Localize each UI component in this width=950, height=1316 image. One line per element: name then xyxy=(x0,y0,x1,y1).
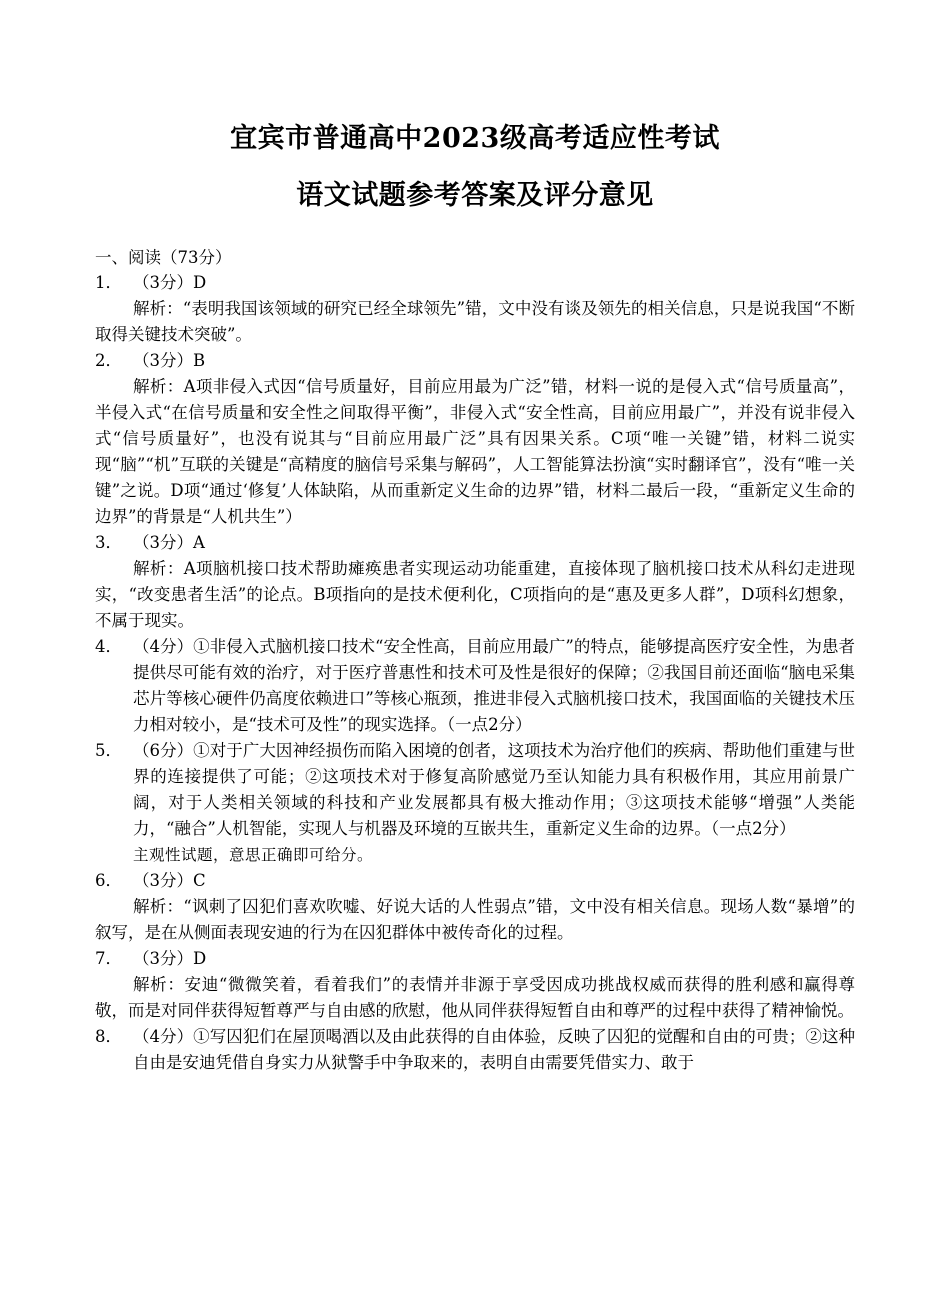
answer-item-3 xyxy=(95,530,855,556)
item-answer: （6分）①对于广大因神经损伤而陷入困境的创者，这项技术为治疗他们的疾病、帮助他们重建与世界的连接提供了可能；②这项技术对于修复高阶感觉乃至认知能力具有积极作用，其应用前景广阔，对于人类相关领域的科技和产业发展都具有极大推动作用；③这项技术能够“增强”人类能力，“融合”人机智能，实现人与机器及环境的互嵌共生，重新定义生命的边界。（一点2分） xyxy=(133,741,855,838)
document-subtitle: 语文试题参考答案及评分意见 xyxy=(296,180,654,211)
item-number: 5． xyxy=(95,741,122,760)
answer-list xyxy=(95,270,855,1076)
answer-item-8 xyxy=(95,1024,855,1076)
item-explanation: 解析：A项非侵入式因“信号质量好，目前应用最为广泛”错，材料一说的是侵入式“信号质量高”，半侵入式“在信号质量和安全性之间取得平衡”，非侵入式“安全性高，目前应用最广”，并没有说非侵入式“信号质量好”，也没有说其与“目前应用最广泛”具有因果关系。C项“唯一关键”错，材料二说实现“脑”“机”互联的关键是“高精度的脑信号采集与解码”，人工智能算法扮演“实时翻译官”，没有“唯一关键”之说。D项“通过‘修复’人体缺陷，从而重新定义生命的边界”错，材料二最后一段，“重新定义生命的边界”的背景是“人机共生”） xyxy=(95,377,855,526)
item-explanation: 解析：A项脑机接口技术帮助瘫痪患者实现运动功能重建，直接体现了脑机接口技术从科幻走进现实，“改变患者生活”的论点。B项指向的是技术便利化，C项指向的是“惠及更多人群”，D项科幻想象，不属于现实。 xyxy=(95,559,855,630)
answer-item-5 xyxy=(95,738,855,842)
item-number: 3． xyxy=(95,533,122,552)
item-answer: （3分）C xyxy=(133,871,206,890)
item-explanation: 解析：安迪“微微笑着，看着我们”的表情并非源于享受因成功挑战权威而获得的胜利感和赢得尊敬，而是对同伴获得短暂尊严与自由感的欣慰，他从同伴获得短暂自由和尊严的过程中获得了精神愉悦。 xyxy=(95,975,855,1020)
item-answer: （4分）①写囚犯们在屋顶喝酒以及由此获得的自由体验，反映了囚犯的觉醒和自由的可贵；②这种自由是安迪凭借自身实力从狱警手中争取来的，表明自由需要凭借实力、敢于 xyxy=(133,1027,855,1072)
item-number: 1． xyxy=(95,273,122,292)
scoring-note: 主观性试题，意思正确即可给分。 xyxy=(133,846,374,864)
item-number: 4． xyxy=(95,637,122,656)
item-explanation: 解析：“讽刺了囚犯们喜欢吹嘘、好说大话的人性弱点”错，文中没有相关信息。现场人数“暴增”的叙写，是在从侧面表现安迪的行为在囚犯群体中被传奇化的过程。 xyxy=(95,897,855,942)
item-explanation: 解析：“表明我国该领域的研究已经全球领先”错，文中没有谈及领先的相关信息，只是说我国“不断取得关键技术突破”。 xyxy=(95,299,855,344)
document-title: 宜宾市普通高中2023级高考适应性考试 xyxy=(230,123,720,154)
item-answer: （3分）A xyxy=(133,533,205,552)
answer-item-7 xyxy=(95,946,855,972)
item-answer: （3分）B xyxy=(133,351,206,370)
answer-item-1 xyxy=(95,270,855,296)
answer-item-4 xyxy=(95,634,855,738)
item-answer: （3分）D xyxy=(133,273,207,292)
answer-item-2 xyxy=(95,348,855,374)
item-answer: （4分）①非侵入式脑机接口技术“安全性高，目前应用最广”的特点，能够提高医疗安全性，为患者提供尽可能有效的治疗，对于医疗普惠性和技术可及性是很好的保障；②我国目前还面临“脑电采集芯片等核心硬件仍高度依赖进口”等核心瓶颈，推进非侵入式脑机接口技术，我国面临的关键技术压力相对较小，是“技术可及性”的现实选择。（一点2分） xyxy=(133,637,855,734)
answer-item-6 xyxy=(95,868,855,894)
section-heading: 一、阅读（73分） xyxy=(95,248,232,267)
item-number: 8． xyxy=(95,1027,122,1046)
item-number: 2． xyxy=(95,351,122,370)
item-answer: （3分）D xyxy=(133,949,207,968)
item-number: 6． xyxy=(95,871,122,890)
item-number: 7． xyxy=(95,949,122,968)
